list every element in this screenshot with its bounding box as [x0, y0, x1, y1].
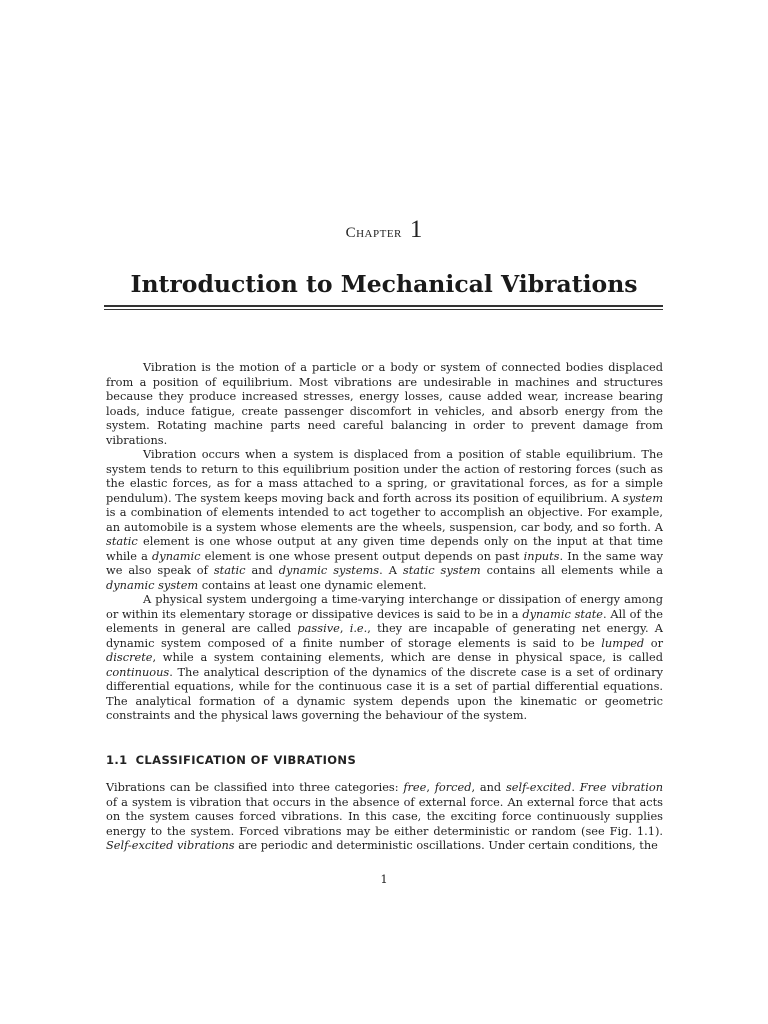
chapter-number: 1 [409, 216, 423, 243]
intro-body [106, 360, 663, 723]
section-heading [106, 753, 356, 767]
intro-paragraph-2: Vibration occurs when a system is displaced from a position of stable equilibrium. The system tends to return to this equilibrium position under the action of restoring forces (such as the elastic forces, as for a mass attached to a spring, or gravitational forces, as for a simple pendulum). The system keeps moving back and forth across its position of equilibrium. A system is a combination of elements intended to act together to accomplish an objective. For example, an automobile is a system whose elements are the wheels, suspension, car body, and so forth. A static element is one whose output at any given time depends only on the input at that time while a dynamic element is one whose present output depends on past inputs. In the same way we also speak of static and dynamic systems. A static system contains all elements while a dynamic system contains at least one dynamic element. [106, 447, 664, 592]
section-body [106, 780, 663, 853]
section-paragraph-1: Vibrations can be classified into three categories: free, forced, and self-excited. Free vibration of a system is vibration that occurs in the absence of external force. An external force that acts on the system causes forced vibrations. In this case, the exciting force continuously supplies energy to the system. Forced vibrations may be either deterministic or random (see Fig. 1.1). Self-excited vibrations are periodic and deterministic oscillations. Under certain conditions, the [106, 780, 664, 852]
title-rule-thin [104, 309, 663, 310]
page-number: 1 [380, 872, 388, 886]
section-title: CLASSIFICATION OF VIBRATIONS [135, 753, 357, 767]
section-number: 1.1 [106, 753, 128, 767]
chapter-word: Chapter [345, 225, 402, 241]
title-rule-thick [104, 305, 663, 307]
intro-paragraph-3: A physical system undergoing a time-varying interchange or dissipation of energy among or within its elementary storage or dissipative devices is said to be in a dynamic state. All of the elements in general are called passive, i.e., they are incapable of generating net energy. A dynamic system composed of a finite number of storage elements is said to be lumped or discrete, while a system containing elements, which are dense in physical space, is called continuous. The analytical description of the dynamics of the discrete case is a set of ordinary differential equations, while for the continuous case it is a set of partial differential equations. The analytical formation of a dynamic system depends upon the kinematic or geometric constraints and the physical laws governing the behaviour of the system. [106, 592, 664, 722]
chapter-label [0, 216, 768, 244]
chapter-title: Introduction to Mechanical Vibrations [130, 270, 638, 298]
intro-paragraph-1: Vibration is the motion of a particle or a body or system of connected bodies displaced from a position of equilibrium. Most vibrations are undesirable in machines and structures because they produce increased stresses, energy losses, cause added wear, increase bearing loads, induce fatigue, create passenger discomfort in vehicles, and absorb energy from the system. Rotating machine parts need careful balancing in order to prevent damage from vibrations. [106, 360, 663, 447]
